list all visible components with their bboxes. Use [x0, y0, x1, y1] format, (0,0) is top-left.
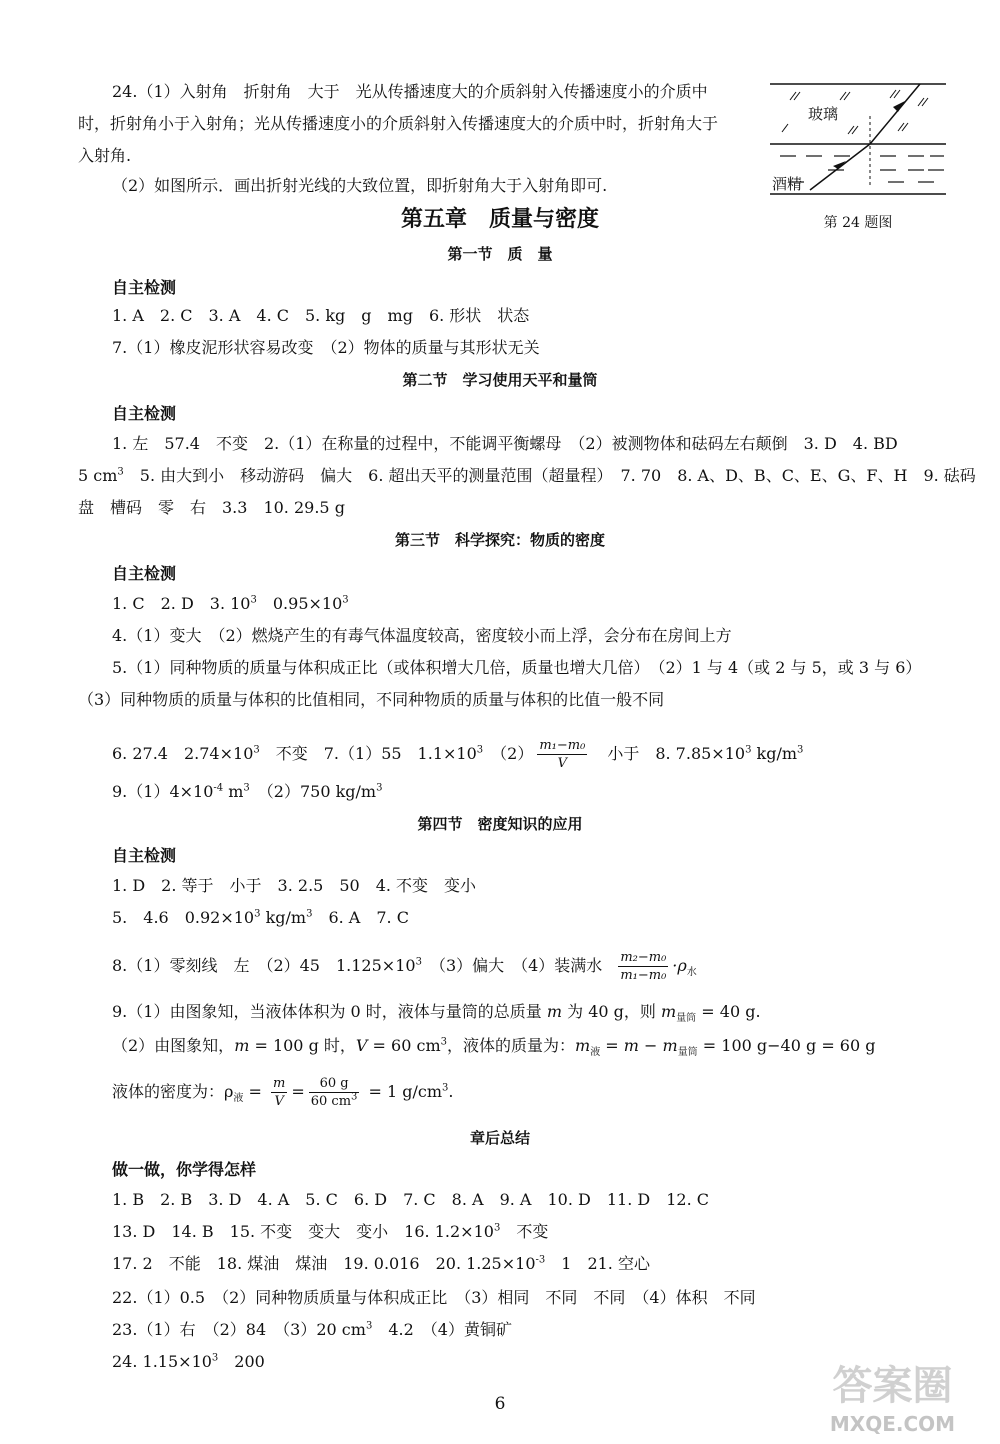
s4-line-6: 液体的密度为：$\rho_液$ = $\frac{m}{V}$ = $\frac{60 g}{60 cm^3}$ = 1 $g/cm^3$.: [112, 1076, 454, 1109]
q24-line-3: 入射角.: [78, 146, 132, 165]
section-1-label: 自主检测: [112, 278, 177, 297]
s4-line-5: （2）由图象知，m = 100 g 时，V = 60 $cm^3$，液体的质量为：$m_液 = m - m_{量筒} = 100$ g−40 g = 60 g: [112, 1036, 876, 1059]
section-1-title: 第一节 质 量: [447, 245, 553, 263]
summary-line-5: 23.（1）右 （2）84 （3）20 $cm^3$ 4.2 （4）黄铜矿: [112, 1320, 512, 1339]
s2-line-2: 5 $cm^3$ 5. 由大到小 移动游码 偏大 6. 超出天平的测量范围（超量程） 7. 70 8. A、D、B、C、E、G、F、H 9. 砝码: [78, 466, 976, 485]
watermark-title: 答案圈: [832, 1363, 953, 1409]
chapter-title: 第五章 质量与密度: [400, 207, 599, 232]
section-2-label: 自主检测: [112, 404, 177, 423]
section-4-label: 自主检测: [112, 846, 177, 865]
section-3-label: 自主检测: [112, 564, 177, 583]
summary-line-4: 22.（1）0.5 （2）同种物质质量与体积成正比 （3）相同 不同 不同 （4）体积 不同: [112, 1288, 756, 1307]
q24-line-4: （2）如图所示．画出折射光线的大致位置，即折射角大于入射角即可.: [112, 176, 608, 195]
q24-line-2: 时，折射角小于入射角；光从传播速度小的介质斜射入传播速度大的介质中时，折射角大于: [78, 114, 719, 133]
s4-line-3: 8.（1）零刻线 左 （2）45 $1.125\times 10^3$ （3）偏大 （4）装满水 $\frac{\text{m₂−m₀}}{\text{m₁−m₀}}$ $\cdot\rho_水$: [112, 950, 697, 983]
s1-line-2: 7.（1）橡皮泥形状容易改变 （2）物体的质量与其形状无关: [112, 338, 540, 357]
s2-line-3: 盘 槽码 零 右 3.3 10. 29.5 g: [78, 498, 345, 517]
s4-line-4: 9.（1）由图象知，当液体体积为 0 时，液体与量筒的总质量 m 为 40 g，则 $m_{量筒} = 40$ g.: [112, 1002, 761, 1025]
s2-line-1: 1. 左 57.4 不变 2.（1）在称量的过程中，不能调平衡螺母 （2）被测物体和砝码左右颠倒 3. D 4. BD: [112, 434, 898, 453]
summary-line-2: 13. D 14. B 15. 不变 变大 变小 16. $1.2\times 10^3$ 不变: [112, 1222, 549, 1241]
summary-line-6: 24. $1.15\times 10^3$ 200: [112, 1352, 265, 1371]
fraction-density: $\frac{\text{m₁−m₀}}{V}$: [539, 738, 586, 771]
section-4-title: 第四节 密度知识的应用: [417, 815, 583, 833]
summary-line-3: 17. 2 不能 18. 煤油 煤油 19. 0.016 20. $1.25\times 10^{-3}$ 1 21. 空心: [112, 1254, 650, 1273]
summary-line-1: 1. B 2. B 3. D 4. A 5. C 6. D 7. C 8. A 9. A 10. D 11. D 12. C: [112, 1190, 709, 1209]
s3-line-4: （3）同种物质的质量与体积的比值相同，不同种物质的质量与体积的比值一般不同: [78, 690, 665, 709]
figure-caption: 第 24 题图: [823, 215, 893, 231]
watermark-url: MXQE.COM: [829, 1412, 956, 1436]
fraction-60-over-60: $\frac{60 g}{60 cm^3}$: [310, 1076, 358, 1109]
section-3-title: 第三节 科学探究：物质的密度: [394, 531, 605, 549]
glass-label: 玻璃: [808, 105, 839, 123]
s3-line-1: 1. C 2. D 3. $10^3$ $0.95\times 10^3$: [112, 594, 349, 613]
q24-line-1: 24.（1）入射角 折射角 大于 光从传播速度大的介质斜射入传播速度小的介质中: [112, 82, 708, 101]
section-2-title: 第二节 学习使用天平和量筒: [402, 371, 598, 389]
s3-line-5: 6. 27.4 $2.74\times 10^3$ 不变 7.（1）55 $1.1\times 10^3$ （2） $\frac{\text{m₁−m₀}}{V}$ 小于 8. $7.85\times 10^3$ $kg/m^3$: [112, 738, 804, 771]
s3-line-2: 4.（1）变大 （2）燃烧产生的有毒气体温度较高，密度较小而上浮，会分布在房间上方: [112, 626, 732, 645]
s4-line-2: 5. 4.6 $0.92\times 10^3$ $kg/m^3$ 6. A 7. C: [112, 908, 409, 927]
summary-label: 做一做，你学得怎样: [112, 1160, 257, 1179]
alcohol-label: 酒精: [772, 175, 803, 193]
s1-line-1: 1. A 2. C 3. A 4. C 5. kg g mg 6. 形状 状态: [112, 306, 530, 325]
fraction-m-over-v: $\frac{m}{V}$: [273, 1076, 286, 1109]
s3-line-3: 5.（1）同种物质的质量与体积成正比（或体积增大几倍，质量也增大几倍） （2）1 与 4（或 2 与 5，或 3 与 6）: [112, 658, 922, 677]
watermark-logo: [790, 1360, 995, 1440]
summary-title: 章后总结: [469, 1129, 530, 1147]
fraction-rho: $\frac{\text{m₂−m₀}}{\text{m₁−m₀}}$: [620, 950, 667, 983]
page-number: 6: [494, 1394, 506, 1414]
s3-line-6: $9.(1)4\times 10^{-4}$ $m^3$ （2）750 $kg/m^3$: [112, 782, 383, 801]
s4-line-1: 1. D 2. 等于 小于 3. 2.5 50 4. 不变 变小: [112, 876, 477, 895]
